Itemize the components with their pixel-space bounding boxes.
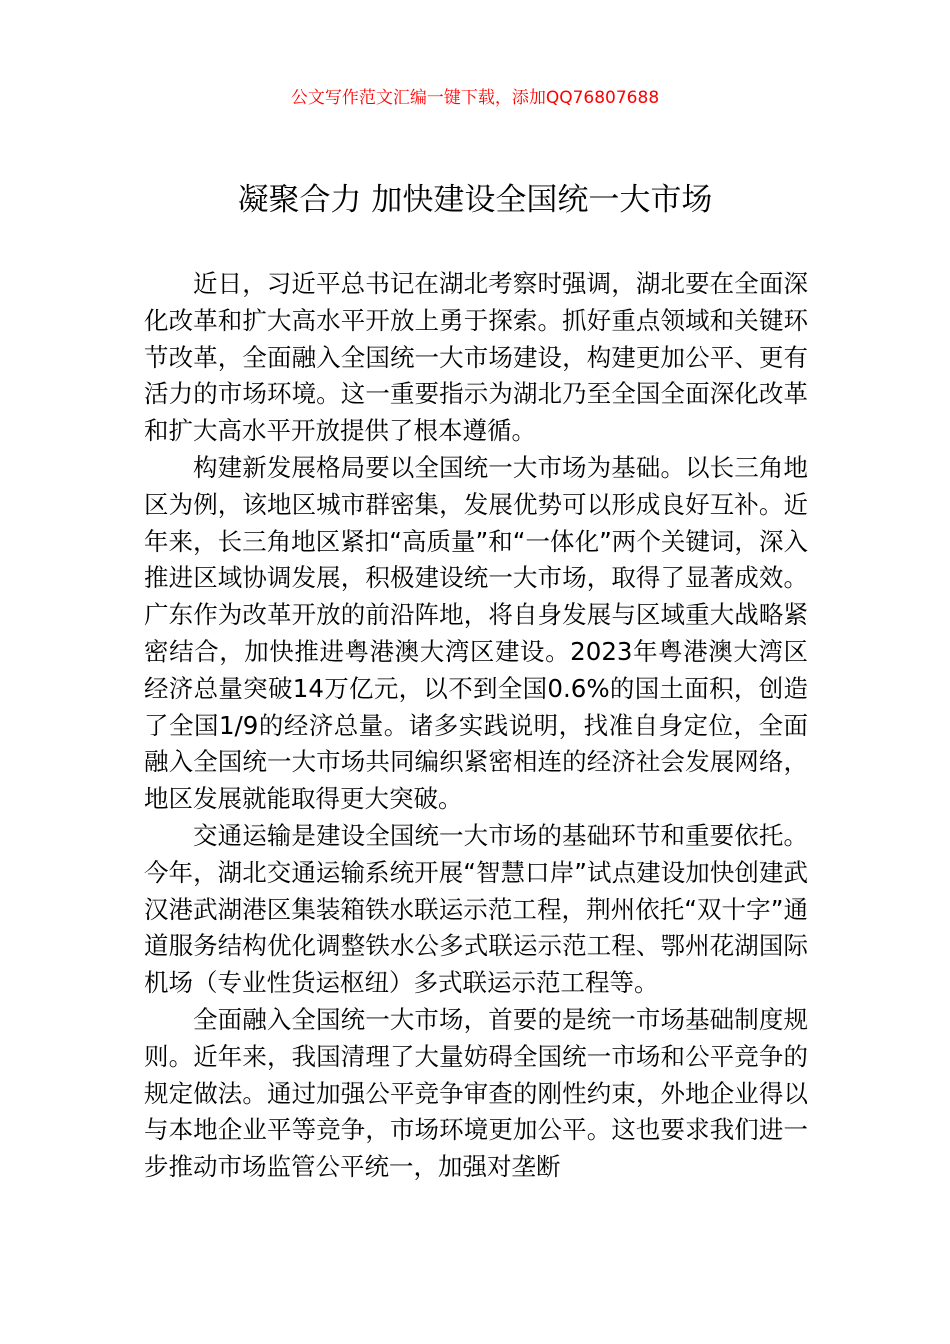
paragraph: 近日，习近平总书记在湖北考察时强调，湖北要在全面深化改革和扩大高水平开放上勇于探索。抓好重点领域和关键环节改革，全面融入全国统一大市场建设，构建更加公平、更有活力的市场环境。这一重要指示为湖北乃至全国全面深化改革和扩大高水平开放提供了根本遵循。 <box>144 269 808 446</box>
download-banner: 公文写作范文汇编一键下载，添加QQ76807688 <box>290 88 660 108</box>
article-body <box>144 266 808 1186</box>
paragraph: 全面融入全国统一大市场，首要的是统一市场基础制度规则。近年来，我国清理了大量妨碍全国统一市场和公平竞争的规定做法。通过加强公平竞争审查的刚性约束，外地企业得以与本地企业平等竞争，市场环境更加公平。这也要求我们进一步推动市场监管公平统一，加强对垄断 <box>144 1004 808 1182</box>
paragraph: 交通运输是建设全国统一大市场的基础环节和重要依托。今年，湖北交通运输系统开展“智慧口岸”试点建设加快创建武汉港武湖港区集装箱铁水联运示范工程，荆州依托“双十字”通道服务结构优化调整铁水公多式联运示范工程、鄂州花湖国际机场（专业性货运枢纽）多式联运示范工程等。 <box>144 820 808 998</box>
article-title: 凝聚合力 加快建设全国统一大市场 <box>237 182 713 218</box>
paragraph: 构建新发展格局要以全国统一大市场为基础。以长三角地区为例，该地区城市群密集，发展优势可以形成良好互补。近年来，长三角地区紧扣“高质量”和“一体化”两个关键词，深入推进区域协调发展，积极建设统一大市场，取得了显著成效。广东作为改革开放的前沿阵地，将自身发展与区域重大战略紧密结合，加快推进粤港澳大湾区建设。2023年粤港澳大湾区经济总量突破14万亿元，以不到全国0.6%的国土面积，创造了全国1/9的经济总量。诸多实践说明，找准自身定位，全面融入全国统一大市场共同编织紧密相连的经济社会发展网络，地区发展就能取得更大突破。 <box>144 452 808 814</box>
